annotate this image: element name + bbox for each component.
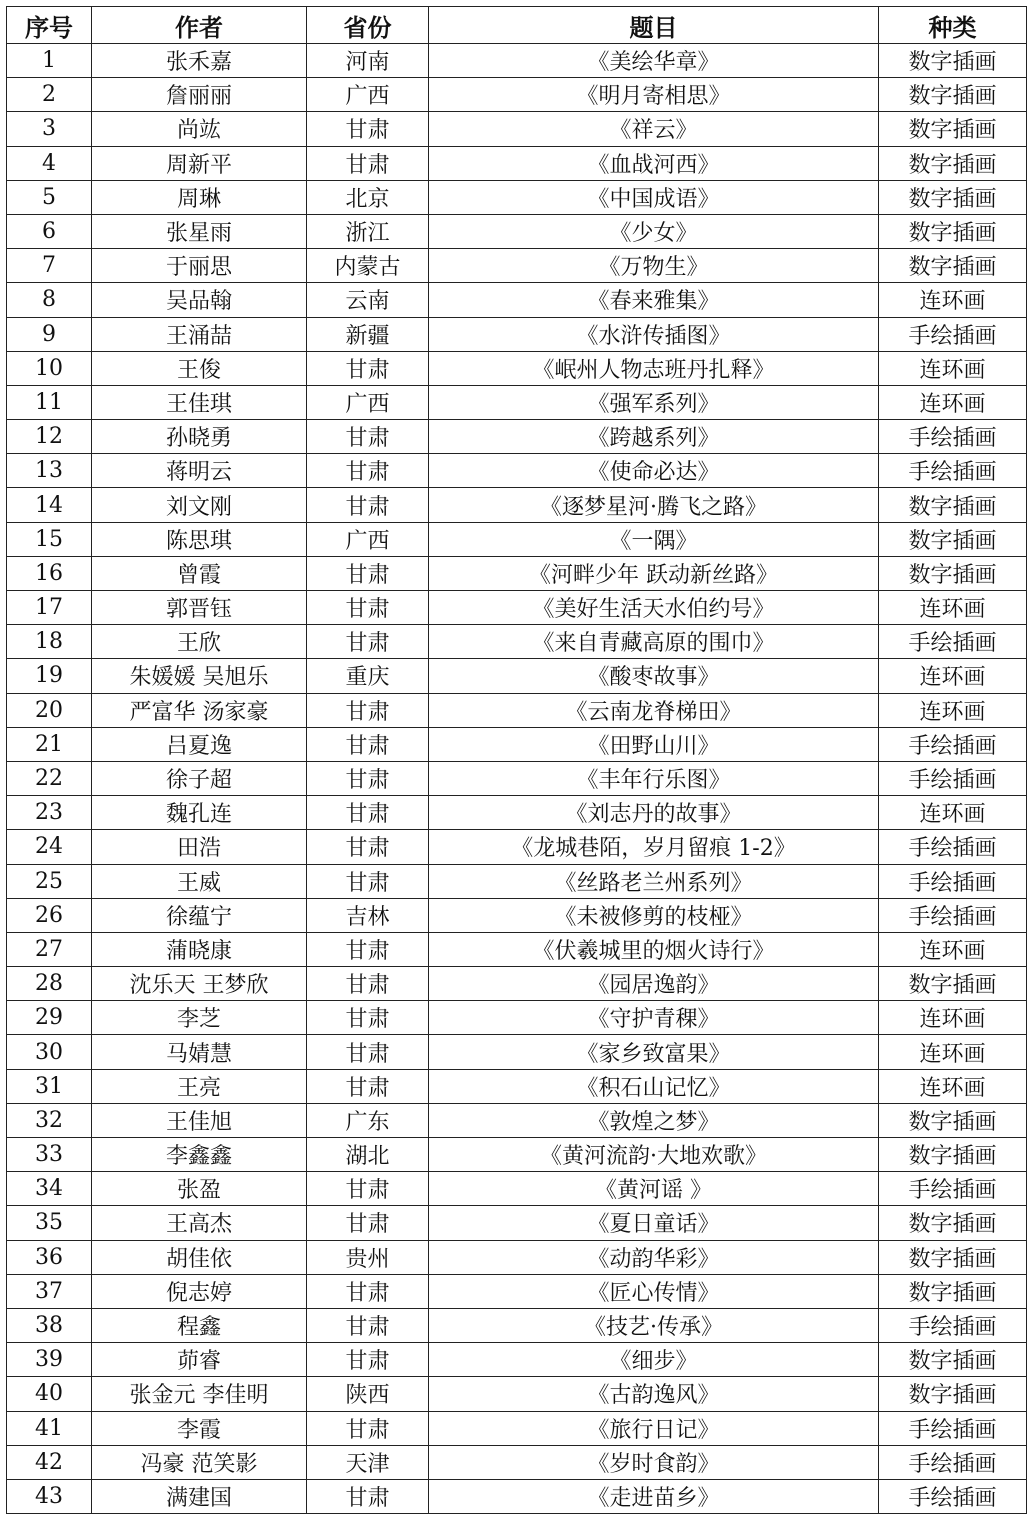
cell-author: 马婧慧 bbox=[92, 1035, 307, 1069]
header-province: 省份 bbox=[307, 7, 429, 44]
cell-province: 甘肃 bbox=[307, 932, 429, 966]
cell-title: 《夏日童话》 bbox=[429, 1206, 879, 1240]
cell-province: 内蒙古 bbox=[307, 249, 429, 283]
cell-province: 河南 bbox=[307, 44, 429, 78]
cell-author: 李芝 bbox=[92, 1001, 307, 1035]
cell-number: 6 bbox=[7, 214, 92, 248]
cell-author: 严富华 汤家豪 bbox=[92, 693, 307, 727]
cell-number: 27 bbox=[7, 932, 92, 966]
cell-province: 甘肃 bbox=[307, 1479, 429, 1513]
cell-category: 数字插画 bbox=[879, 1343, 1027, 1377]
cell-author: 满建国 bbox=[92, 1479, 307, 1513]
cell-category: 连环画 bbox=[879, 693, 1027, 727]
cell-title: 《守护青稞》 bbox=[429, 1001, 879, 1035]
cell-province: 甘肃 bbox=[307, 351, 429, 385]
cell-number: 8 bbox=[7, 283, 92, 317]
cell-number: 17 bbox=[7, 591, 92, 625]
cell-number: 14 bbox=[7, 488, 92, 522]
cell-province: 广西 bbox=[307, 522, 429, 556]
cell-author: 冯豪 范笑影 bbox=[92, 1445, 307, 1479]
cell-author: 蒋明云 bbox=[92, 454, 307, 488]
cell-province: 重庆 bbox=[307, 659, 429, 693]
table-row bbox=[7, 1445, 1027, 1479]
cell-number: 41 bbox=[7, 1411, 92, 1445]
table-row bbox=[7, 1035, 1027, 1069]
cell-province: 甘肃 bbox=[307, 1308, 429, 1342]
table-row bbox=[7, 625, 1027, 659]
cell-number: 21 bbox=[7, 727, 92, 761]
cell-category: 数字插画 bbox=[879, 1240, 1027, 1274]
cell-author: 王佳琪 bbox=[92, 385, 307, 419]
cell-category: 数字插画 bbox=[879, 1138, 1027, 1172]
cell-number: 42 bbox=[7, 1445, 92, 1479]
cell-category: 数字插画 bbox=[879, 556, 1027, 590]
cell-category: 数字插画 bbox=[879, 1377, 1027, 1411]
cell-province: 甘肃 bbox=[307, 1069, 429, 1103]
cell-author: 詹丽丽 bbox=[92, 78, 307, 112]
cell-category: 手绘插画 bbox=[879, 317, 1027, 351]
cell-province: 天津 bbox=[307, 1445, 429, 1479]
table-row bbox=[7, 44, 1027, 78]
cell-number: 5 bbox=[7, 180, 92, 214]
cell-province: 甘肃 bbox=[307, 112, 429, 146]
table-row bbox=[7, 78, 1027, 112]
table-row bbox=[7, 283, 1027, 317]
cell-title: 《龙城巷陌，岁月留痕 1-2》 bbox=[429, 830, 879, 864]
cell-number: 22 bbox=[7, 761, 92, 795]
cell-province: 甘肃 bbox=[307, 1343, 429, 1377]
cell-category: 连环画 bbox=[879, 659, 1027, 693]
cell-category: 数字插画 bbox=[879, 1206, 1027, 1240]
cell-title: 《酸枣故事》 bbox=[429, 659, 879, 693]
cell-category: 数字插画 bbox=[879, 1103, 1027, 1137]
cell-number: 25 bbox=[7, 864, 92, 898]
cell-province: 甘肃 bbox=[307, 1206, 429, 1240]
cell-title: 《细步》 bbox=[429, 1343, 879, 1377]
cell-author: 郭晋钰 bbox=[92, 591, 307, 625]
table-row bbox=[7, 932, 1027, 966]
cell-category: 连环画 bbox=[879, 351, 1027, 385]
cell-province: 陕西 bbox=[307, 1377, 429, 1411]
cell-number: 16 bbox=[7, 556, 92, 590]
cell-province: 甘肃 bbox=[307, 146, 429, 180]
table-row bbox=[7, 454, 1027, 488]
cell-category: 手绘插画 bbox=[879, 864, 1027, 898]
cell-category: 手绘插画 bbox=[879, 454, 1027, 488]
cell-author: 王亮 bbox=[92, 1069, 307, 1103]
cell-number: 36 bbox=[7, 1240, 92, 1274]
table-row bbox=[7, 1274, 1027, 1308]
cell-number: 1 bbox=[7, 44, 92, 78]
cell-title: 《走进苗乡》 bbox=[429, 1479, 879, 1513]
cell-author: 李鑫鑫 bbox=[92, 1138, 307, 1172]
cell-number: 24 bbox=[7, 830, 92, 864]
header-row bbox=[7, 7, 1027, 44]
cell-author: 尚竑 bbox=[92, 112, 307, 146]
cell-number: 43 bbox=[7, 1479, 92, 1513]
table-row bbox=[7, 556, 1027, 590]
cell-number: 31 bbox=[7, 1069, 92, 1103]
cell-number: 32 bbox=[7, 1103, 92, 1137]
cell-number: 9 bbox=[7, 317, 92, 351]
cell-province: 浙江 bbox=[307, 214, 429, 248]
cell-province: 甘肃 bbox=[307, 591, 429, 625]
header-number: 序号 bbox=[7, 7, 92, 44]
cell-category: 数字插画 bbox=[879, 112, 1027, 146]
cell-title: 《中国成语》 bbox=[429, 180, 879, 214]
cell-title: 《万物生》 bbox=[429, 249, 879, 283]
cell-title: 《未被修剪的枝桠》 bbox=[429, 898, 879, 932]
cell-province: 甘肃 bbox=[307, 761, 429, 795]
table-row bbox=[7, 1001, 1027, 1035]
table-row bbox=[7, 317, 1027, 351]
cell-title: 《岷州人物志班丹扎释》 bbox=[429, 351, 879, 385]
cell-number: 23 bbox=[7, 796, 92, 830]
cell-province: 甘肃 bbox=[307, 420, 429, 454]
cell-title: 《田野山川》 bbox=[429, 727, 879, 761]
cell-province: 甘肃 bbox=[307, 1172, 429, 1206]
cell-title: 《古韵逸风》 bbox=[429, 1377, 879, 1411]
cell-province: 甘肃 bbox=[307, 693, 429, 727]
cell-category: 数字插画 bbox=[879, 488, 1027, 522]
cell-number: 12 bbox=[7, 420, 92, 454]
cell-number: 30 bbox=[7, 1035, 92, 1069]
cell-number: 7 bbox=[7, 249, 92, 283]
cell-author: 倪志婷 bbox=[92, 1274, 307, 1308]
cell-number: 11 bbox=[7, 385, 92, 419]
cell-author: 陈思琪 bbox=[92, 522, 307, 556]
cell-author: 田浩 bbox=[92, 830, 307, 864]
cell-province: 甘肃 bbox=[307, 1274, 429, 1308]
cell-province: 甘肃 bbox=[307, 727, 429, 761]
cell-title: 《技艺·传承》 bbox=[429, 1308, 879, 1342]
cell-province: 贵州 bbox=[307, 1240, 429, 1274]
cell-category: 手绘插画 bbox=[879, 420, 1027, 454]
cell-author: 王俊 bbox=[92, 351, 307, 385]
cell-category: 数字插画 bbox=[879, 522, 1027, 556]
table-row bbox=[7, 1206, 1027, 1240]
cell-title: 《积石山记忆》 bbox=[429, 1069, 879, 1103]
cell-title: 《敦煌之梦》 bbox=[429, 1103, 879, 1137]
table-row bbox=[7, 214, 1027, 248]
cell-province: 甘肃 bbox=[307, 488, 429, 522]
cell-number: 40 bbox=[7, 1377, 92, 1411]
cell-number: 38 bbox=[7, 1308, 92, 1342]
cell-province: 甘肃 bbox=[307, 1411, 429, 1445]
cell-title: 《伏羲城里的烟火诗行》 bbox=[429, 932, 879, 966]
table-row bbox=[7, 1411, 1027, 1445]
table-row bbox=[7, 522, 1027, 556]
table-row bbox=[7, 1172, 1027, 1206]
cell-author: 魏孔连 bbox=[92, 796, 307, 830]
cell-title: 《匠心传情》 bbox=[429, 1274, 879, 1308]
cell-number: 15 bbox=[7, 522, 92, 556]
cell-title: 《丰年行乐图》 bbox=[429, 761, 879, 795]
table-row bbox=[7, 1343, 1027, 1377]
cell-author: 张星雨 bbox=[92, 214, 307, 248]
cell-province: 广西 bbox=[307, 385, 429, 419]
cell-province: 甘肃 bbox=[307, 454, 429, 488]
cell-author: 李霞 bbox=[92, 1411, 307, 1445]
cell-category: 数字插画 bbox=[879, 44, 1027, 78]
table-body bbox=[7, 44, 1027, 1514]
cell-title: 《祥云》 bbox=[429, 112, 879, 146]
table-row bbox=[7, 898, 1027, 932]
cell-province: 甘肃 bbox=[307, 796, 429, 830]
cell-author: 胡佳依 bbox=[92, 1240, 307, 1274]
cell-province: 广西 bbox=[307, 78, 429, 112]
cell-author: 朱媛媛 吴旭乐 bbox=[92, 659, 307, 693]
table-row bbox=[7, 1479, 1027, 1513]
cell-category: 手绘插画 bbox=[879, 898, 1027, 932]
cell-title: 《跨越系列》 bbox=[429, 420, 879, 454]
cell-province: 甘肃 bbox=[307, 556, 429, 590]
cell-category: 手绘插画 bbox=[879, 1172, 1027, 1206]
cell-number: 37 bbox=[7, 1274, 92, 1308]
cell-category: 数字插画 bbox=[879, 146, 1027, 180]
cell-author: 张金元 李佳明 bbox=[92, 1377, 307, 1411]
cell-author: 徐蕴宁 bbox=[92, 898, 307, 932]
cell-category: 数字插画 bbox=[879, 1274, 1027, 1308]
cell-province: 云南 bbox=[307, 283, 429, 317]
cell-title: 《水浒传插图》 bbox=[429, 317, 879, 351]
cell-category: 连环画 bbox=[879, 385, 1027, 419]
cell-category: 手绘插画 bbox=[879, 761, 1027, 795]
table-row bbox=[7, 864, 1027, 898]
cell-province: 甘肃 bbox=[307, 1001, 429, 1035]
cell-author: 王欣 bbox=[92, 625, 307, 659]
cell-category: 手绘插画 bbox=[879, 830, 1027, 864]
cell-author: 张盈 bbox=[92, 1172, 307, 1206]
cell-title: 《岁时食韵》 bbox=[429, 1445, 879, 1479]
cell-author: 王高杰 bbox=[92, 1206, 307, 1240]
cell-category: 连环画 bbox=[879, 283, 1027, 317]
cell-province: 北京 bbox=[307, 180, 429, 214]
cell-author: 周新平 bbox=[92, 146, 307, 180]
cell-number: 3 bbox=[7, 112, 92, 146]
table-row bbox=[7, 1308, 1027, 1342]
cell-title: 《刘志丹的故事》 bbox=[429, 796, 879, 830]
cell-title: 《园居逸韵》 bbox=[429, 967, 879, 1001]
cell-province: 甘肃 bbox=[307, 830, 429, 864]
cell-title: 《少女》 bbox=[429, 214, 879, 248]
cell-title: 《春来雅集》 bbox=[429, 283, 879, 317]
table-row bbox=[7, 180, 1027, 214]
cell-category: 手绘插画 bbox=[879, 1308, 1027, 1342]
table-row bbox=[7, 591, 1027, 625]
table-row bbox=[7, 659, 1027, 693]
table-row bbox=[7, 249, 1027, 283]
cell-number: 20 bbox=[7, 693, 92, 727]
cell-title: 《旅行日记》 bbox=[429, 1411, 879, 1445]
cell-number: 26 bbox=[7, 898, 92, 932]
cell-province: 吉林 bbox=[307, 898, 429, 932]
table-row bbox=[7, 351, 1027, 385]
cell-province: 新疆 bbox=[307, 317, 429, 351]
cell-number: 18 bbox=[7, 625, 92, 659]
cell-number: 34 bbox=[7, 1172, 92, 1206]
cell-author: 王佳旭 bbox=[92, 1103, 307, 1137]
table-row bbox=[7, 1103, 1027, 1137]
header-title: 题目 bbox=[429, 7, 879, 44]
cell-category: 数字插画 bbox=[879, 180, 1027, 214]
cell-province: 甘肃 bbox=[307, 967, 429, 1001]
cell-province: 湖北 bbox=[307, 1138, 429, 1172]
table-row bbox=[7, 796, 1027, 830]
table-row bbox=[7, 1240, 1027, 1274]
cell-title: 《使命必达》 bbox=[429, 454, 879, 488]
table-row bbox=[7, 385, 1027, 419]
header-author: 作者 bbox=[92, 7, 307, 44]
cell-category: 连环画 bbox=[879, 1035, 1027, 1069]
cell-category: 手绘插画 bbox=[879, 1411, 1027, 1445]
cell-title: 《一隅》 bbox=[429, 522, 879, 556]
cell-title: 《血战河西》 bbox=[429, 146, 879, 180]
cell-number: 35 bbox=[7, 1206, 92, 1240]
cell-province: 甘肃 bbox=[307, 625, 429, 659]
table-row bbox=[7, 967, 1027, 1001]
cell-author: 程鑫 bbox=[92, 1308, 307, 1342]
cell-number: 33 bbox=[7, 1138, 92, 1172]
table-row bbox=[7, 830, 1027, 864]
cell-category: 手绘插画 bbox=[879, 625, 1027, 659]
cell-category: 连环画 bbox=[879, 796, 1027, 830]
cell-title: 《强军系列》 bbox=[429, 385, 879, 419]
cell-author: 蒲晓康 bbox=[92, 932, 307, 966]
cell-author: 于丽思 bbox=[92, 249, 307, 283]
cell-category: 连环画 bbox=[879, 932, 1027, 966]
cell-title: 《河畔少年 跃动新丝路》 bbox=[429, 556, 879, 590]
cell-category: 连环画 bbox=[879, 1069, 1027, 1103]
cell-author: 刘文刚 bbox=[92, 488, 307, 522]
cell-province: 甘肃 bbox=[307, 1035, 429, 1069]
cell-category: 手绘插画 bbox=[879, 1479, 1027, 1513]
cell-title: 《明月寄相思》 bbox=[429, 78, 879, 112]
cell-author: 孙晓勇 bbox=[92, 420, 307, 454]
cell-title: 《逐梦星河·腾飞之路》 bbox=[429, 488, 879, 522]
table-row bbox=[7, 1138, 1027, 1172]
cell-category: 手绘插画 bbox=[879, 727, 1027, 761]
cell-author: 王威 bbox=[92, 864, 307, 898]
cell-number: 2 bbox=[7, 78, 92, 112]
cell-title: 《美绘华章》 bbox=[429, 44, 879, 78]
header-category: 种类 bbox=[879, 7, 1027, 44]
cell-province: 广东 bbox=[307, 1103, 429, 1137]
cell-author: 吕夏逸 bbox=[92, 727, 307, 761]
table-row bbox=[7, 146, 1027, 180]
cell-title: 《黄河流韵·大地欢歌》 bbox=[429, 1138, 879, 1172]
cell-category: 连环画 bbox=[879, 591, 1027, 625]
cell-title: 《动韵华彩》 bbox=[429, 1240, 879, 1274]
cell-title: 《来自青藏高原的围巾》 bbox=[429, 625, 879, 659]
cell-number: 10 bbox=[7, 351, 92, 385]
cell-author: 周琳 bbox=[92, 180, 307, 214]
table-row bbox=[7, 112, 1027, 146]
table-row bbox=[7, 727, 1027, 761]
cell-province: 甘肃 bbox=[307, 864, 429, 898]
cell-number: 19 bbox=[7, 659, 92, 693]
table-row bbox=[7, 693, 1027, 727]
table-row bbox=[7, 488, 1027, 522]
cell-author: 张禾嘉 bbox=[92, 44, 307, 78]
cell-author: 沈乐天 王梦欣 bbox=[92, 967, 307, 1001]
cell-number: 28 bbox=[7, 967, 92, 1001]
cell-number: 4 bbox=[7, 146, 92, 180]
cell-title: 《黄河谣 》 bbox=[429, 1172, 879, 1206]
cell-number: 13 bbox=[7, 454, 92, 488]
cell-category: 连环画 bbox=[879, 1001, 1027, 1035]
cell-category: 数字插画 bbox=[879, 967, 1027, 1001]
table-row bbox=[7, 761, 1027, 795]
cell-title: 《美好生活天水伯约号》 bbox=[429, 591, 879, 625]
cell-category: 数字插画 bbox=[879, 249, 1027, 283]
cell-number: 39 bbox=[7, 1343, 92, 1377]
results-table bbox=[6, 6, 1027, 1514]
cell-author: 王涌喆 bbox=[92, 317, 307, 351]
table-row bbox=[7, 1069, 1027, 1103]
cell-category: 数字插画 bbox=[879, 214, 1027, 248]
table-row bbox=[7, 420, 1027, 454]
cell-author: 曾霞 bbox=[92, 556, 307, 590]
cell-author: 徐子超 bbox=[92, 761, 307, 795]
cell-title: 《云南龙脊梯田》 bbox=[429, 693, 879, 727]
cell-author: 吴品翰 bbox=[92, 283, 307, 317]
cell-number: 29 bbox=[7, 1001, 92, 1035]
cell-author: 茆睿 bbox=[92, 1343, 307, 1377]
cell-category: 数字插画 bbox=[879, 78, 1027, 112]
cell-title: 《家乡致富果》 bbox=[429, 1035, 879, 1069]
table-row bbox=[7, 1377, 1027, 1411]
cell-title: 《丝路老兰州系列》 bbox=[429, 864, 879, 898]
cell-category: 手绘插画 bbox=[879, 1445, 1027, 1479]
